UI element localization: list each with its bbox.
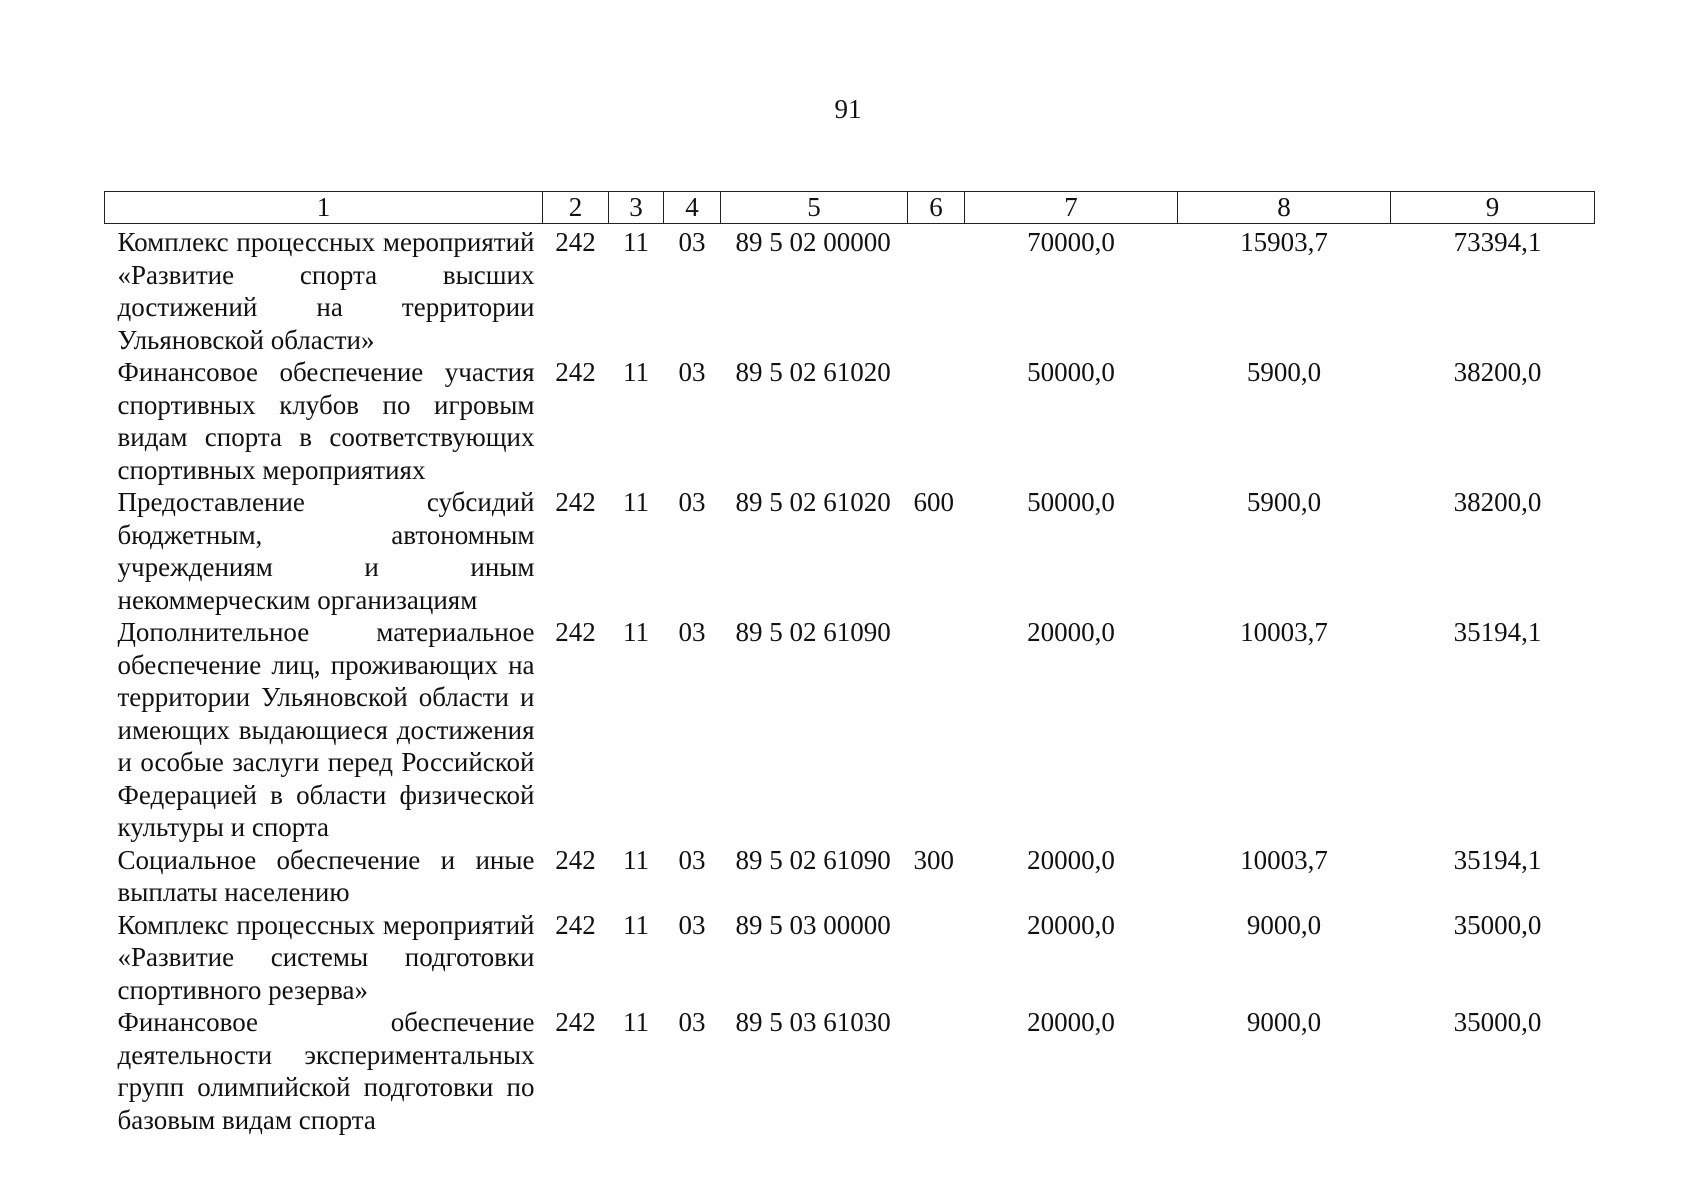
page-number: 91 — [834, 94, 862, 124]
row-col-7: 70000,0 — [1027, 227, 1115, 257]
row-col-3: 11 — [623, 357, 649, 387]
row-name: Социальное обеспечение и иные выплаты населению — [117, 844, 535, 907]
row-col-9: 35194,1 — [1453, 617, 1542, 647]
row-col-8: 9000,0 — [1246, 909, 1322, 940]
row-name: Финансовое обеспечение участия спортивных клубов по игровым видам спорта в соответствующих спортивных мероприятиях — [117, 357, 535, 485]
row-col-3: 11 — [623, 617, 649, 647]
row-name: Дополнительное материальное обеспечение лиц, проживающих на территории Ульяновской области и имеющих выдающиеся достижения и особые заслуги перед Российской Федерацией в области физической культуры и спорта — [117, 617, 535, 842]
row-col-7: 50000,0 — [1027, 487, 1115, 517]
budget-table — [104, 191, 1595, 1136]
table-row — [105, 844, 1595, 909]
row-col-6 — [908, 1006, 965, 1136]
table-row — [105, 909, 1595, 1007]
row-col-6 — [908, 356, 965, 486]
table-row — [105, 224, 1595, 357]
row-col-8: 5900,0 — [1246, 487, 1322, 517]
row-col-3: 11 — [623, 227, 649, 257]
row-col-9: 73394,1 — [1453, 227, 1542, 257]
table-row — [105, 616, 1595, 844]
row-col-6 — [908, 616, 965, 844]
row-col-2: 242 — [555, 357, 596, 387]
row-name: Предоставление субсидий бюджетным, автономным учреждениям и иным некоммерческим организациям — [117, 487, 535, 615]
header-col-7: 7 — [965, 192, 1178, 224]
row-name: Комплекс процессных мероприятий «Развитие спорта высших достижений на территории Ульяновской области» — [117, 227, 535, 355]
header-col-1: 1 — [105, 192, 543, 224]
row-col-4: 03 — [678, 357, 706, 387]
row-col-2: 242 — [555, 617, 596, 647]
row-col-2: 242 — [555, 1007, 596, 1037]
row-col-9: 35000,0 — [1453, 1007, 1542, 1037]
header-row — [105, 192, 1595, 224]
row-col-6: 600 — [913, 487, 954, 517]
row-col-3: 11 — [623, 487, 649, 517]
row-col-8: 5900,0 — [1246, 357, 1322, 387]
row-col-4: 03 — [678, 617, 706, 647]
row-col-4: 03 — [678, 909, 706, 940]
row-col-5: 89 5 02 61090 — [735, 617, 891, 647]
row-col-6: 300 — [913, 844, 954, 875]
row-col-6 — [908, 909, 965, 1007]
row-col-7: 20000,0 — [1027, 844, 1115, 875]
row-name: Комплекс процессных мероприятий «Развитие системы подготовки спортивного резерва» — [117, 909, 535, 1005]
table-row — [105, 356, 1595, 486]
row-col-4: 03 — [678, 844, 706, 875]
row-col-7: 20000,0 — [1027, 1007, 1115, 1037]
header-col-6: 6 — [908, 192, 965, 224]
row-col-8: 10003,7 — [1240, 617, 1328, 647]
row-col-2: 242 — [555, 487, 596, 517]
row-col-6 — [908, 224, 965, 357]
row-col-5: 89 5 02 00000 — [735, 227, 891, 257]
row-col-5: 89 5 03 00000 — [735, 909, 891, 940]
table-header — [105, 192, 1595, 224]
row-col-7: 20000,0 — [1027, 617, 1115, 647]
row-col-8: 9000,0 — [1246, 1007, 1322, 1037]
row-col-5: 89 5 02 61090 — [735, 844, 891, 875]
row-name: Финансовое обеспечение деятельности экспериментальных групп олимпийской подготовки по базовым видам спорта — [117, 1007, 535, 1135]
row-col-5: 89 5 02 61020 — [735, 487, 891, 517]
header-col-9: 9 — [1391, 192, 1595, 224]
row-col-3: 11 — [623, 1007, 649, 1037]
table-row — [105, 1006, 1595, 1136]
row-col-5: 89 5 02 61020 — [735, 357, 891, 387]
row-col-9: 35194,1 — [1453, 844, 1542, 875]
row-col-3: 11 — [623, 844, 649, 875]
row-col-7: 50000,0 — [1027, 357, 1115, 387]
row-col-4: 03 — [678, 487, 706, 517]
row-col-8: 10003,7 — [1240, 844, 1328, 875]
header-col-4: 4 — [664, 192, 721, 224]
table-row — [105, 486, 1595, 616]
row-col-4: 03 — [678, 227, 706, 257]
header-col-5: 5 — [721, 192, 908, 224]
row-col-2: 242 — [555, 844, 596, 875]
row-col-8: 15903,7 — [1240, 227, 1328, 257]
row-col-4: 03 — [678, 1007, 706, 1037]
row-col-2: 242 — [555, 227, 596, 257]
row-col-7: 20000,0 — [1027, 909, 1115, 940]
header-col-3: 3 — [609, 192, 664, 224]
row-col-5: 89 5 03 61030 — [735, 1007, 891, 1037]
row-col-2: 242 — [555, 909, 596, 940]
header-col-2: 2 — [543, 192, 609, 224]
table-body — [105, 224, 1595, 1137]
header-col-8: 8 — [1178, 192, 1391, 224]
row-col-9: 38200,0 — [1453, 487, 1542, 517]
row-col-3: 11 — [623, 909, 649, 940]
row-col-9: 35000,0 — [1453, 909, 1542, 940]
row-col-9: 38200,0 — [1453, 357, 1542, 387]
